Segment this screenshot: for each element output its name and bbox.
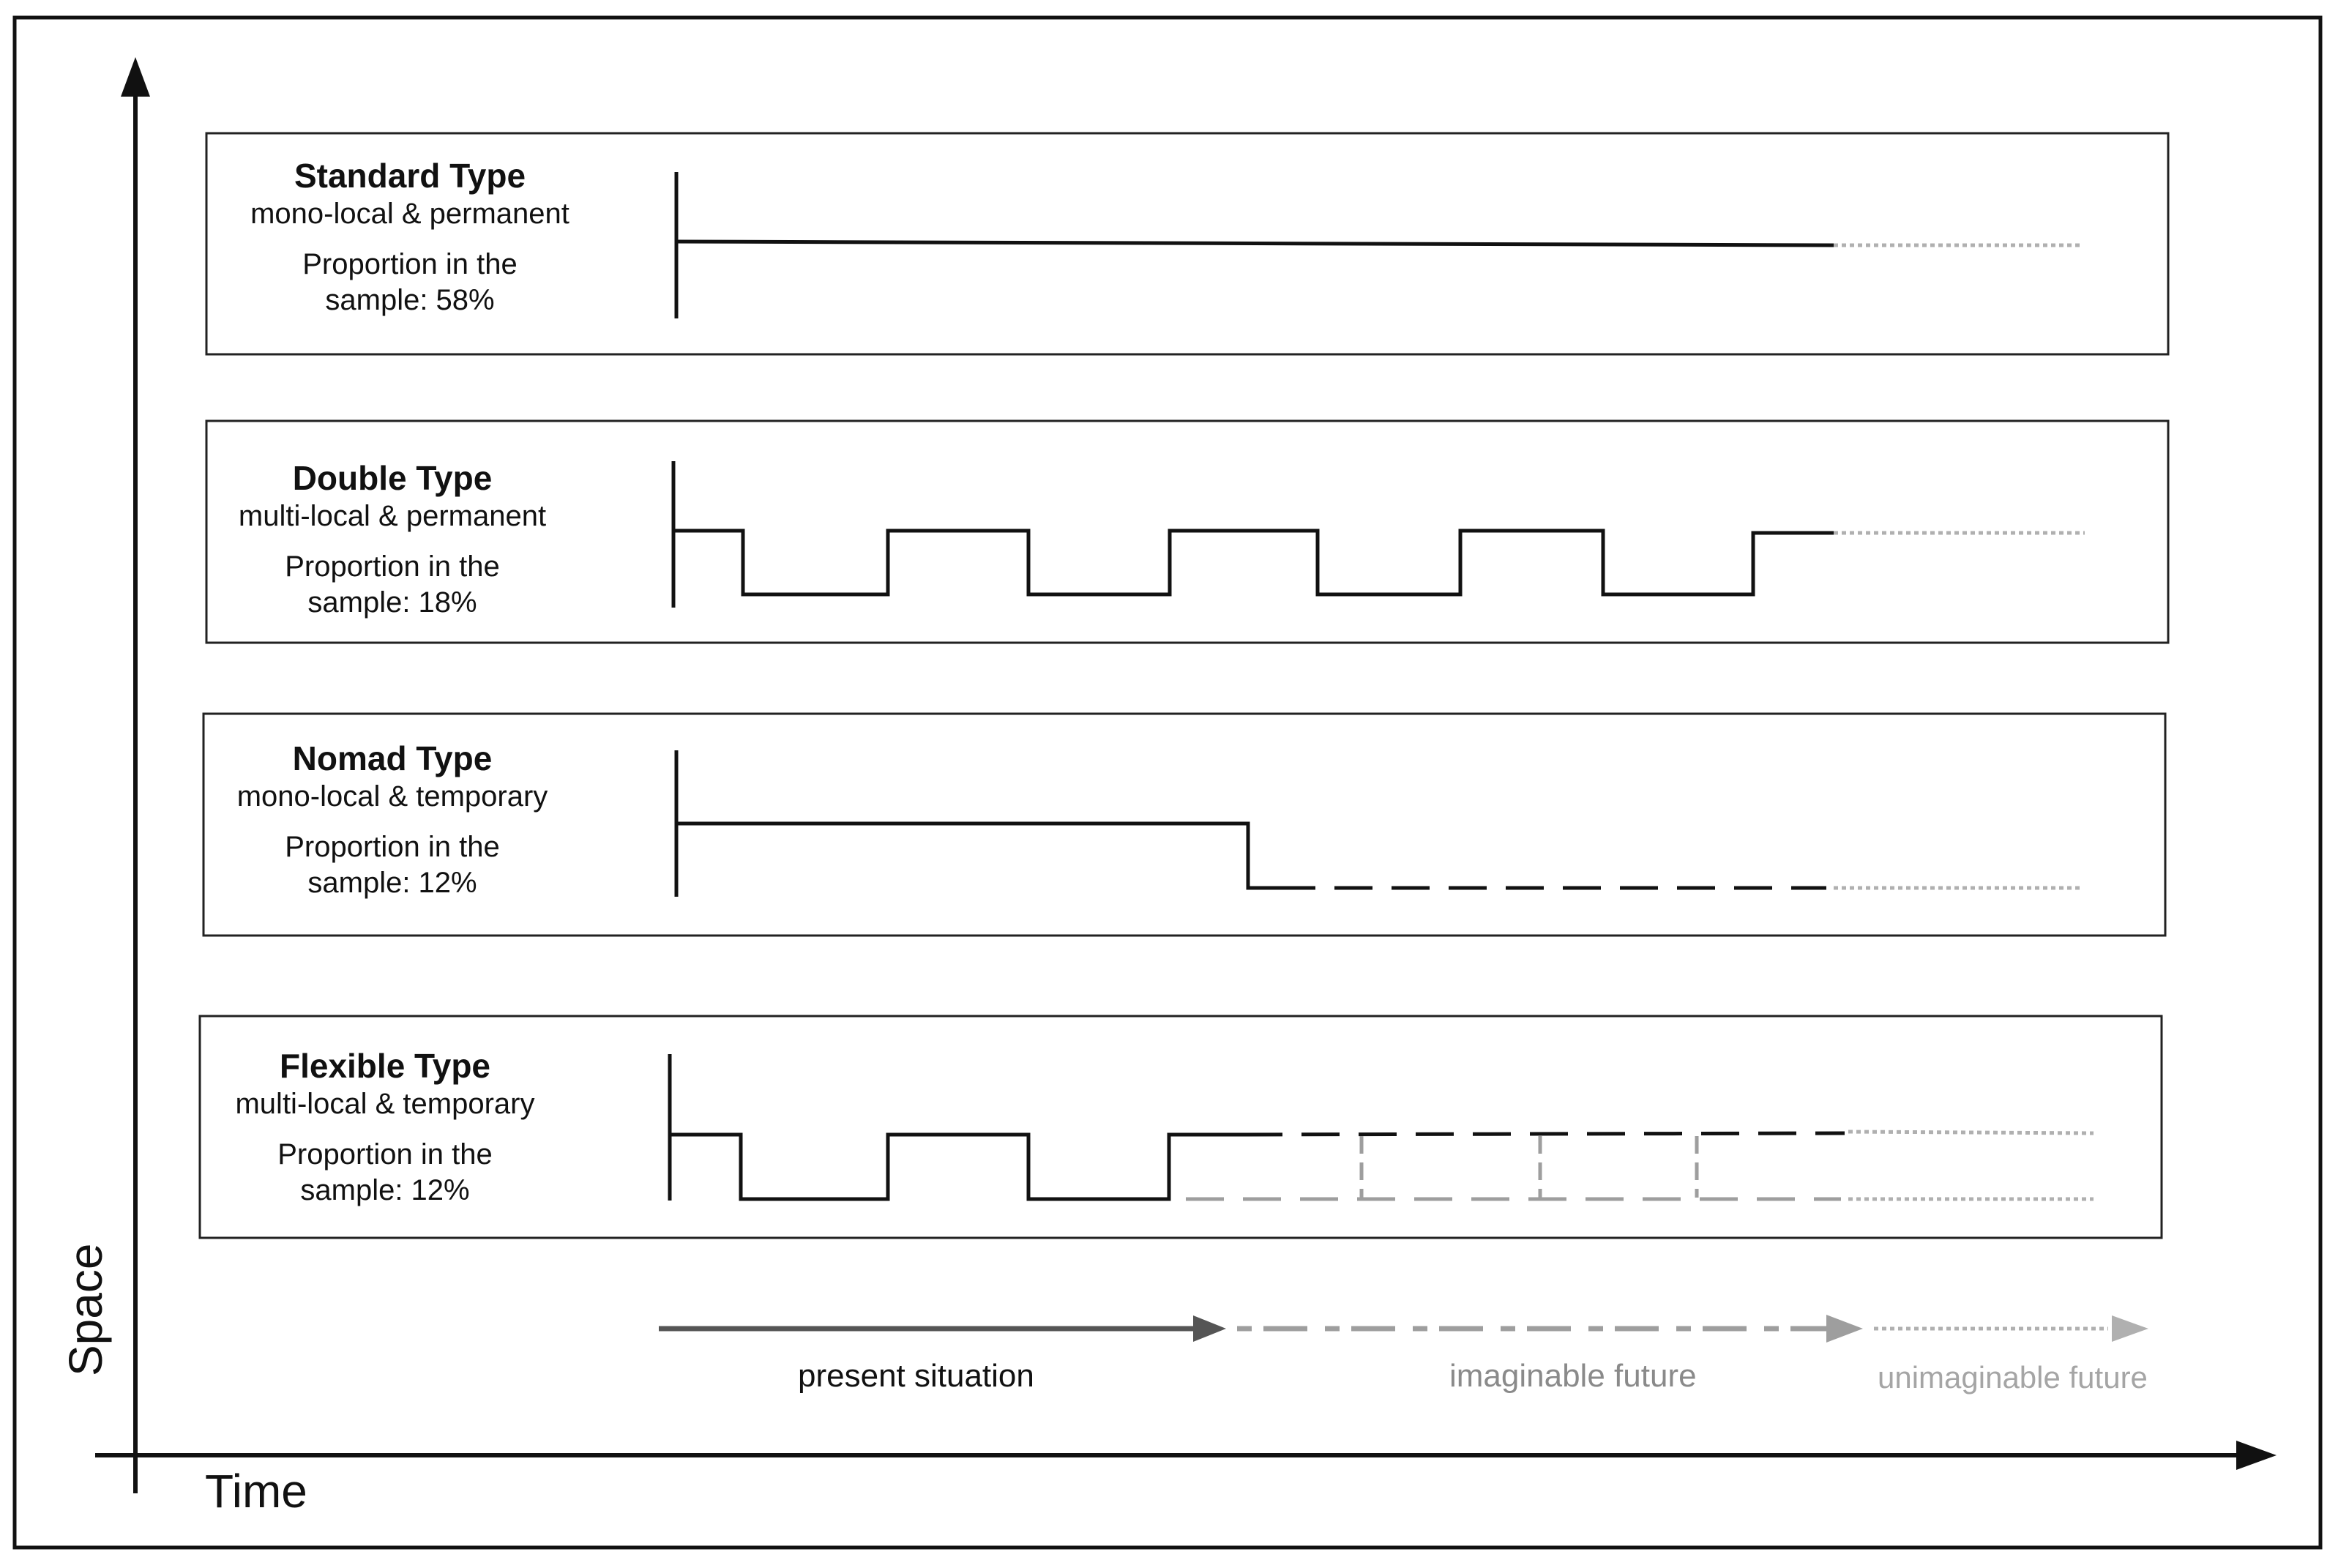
flexible-type-trajectory xyxy=(670,1054,2094,1201)
label-double-type xyxy=(180,458,605,621)
type-subtitle: multi-local & temporary xyxy=(235,1088,535,1121)
type-proportion: Proportion in the sample: 12% xyxy=(277,1138,493,1206)
double-type-trajectory xyxy=(673,461,2085,608)
type-name: Standard Type xyxy=(294,157,526,195)
legend-unimaginable-label: unimaginable future xyxy=(1878,1360,2148,1395)
type-subtitle: multi-local & permanent xyxy=(238,500,547,533)
type-proportion: Proportion in the sample: 18% xyxy=(285,550,500,619)
legend-present-arrow xyxy=(659,1315,1226,1342)
type-subtitle: mono-local & permanent xyxy=(250,198,569,231)
type-proportion: Proportion in the sample: 58% xyxy=(302,247,518,316)
space-axis-arrowhead xyxy=(121,57,150,97)
legend-imaginable-label: imaginable future xyxy=(1449,1358,1697,1394)
legend-unimaginable-arrow xyxy=(1874,1315,2148,1342)
type-name: Nomad Type xyxy=(292,739,493,777)
nomad-type-trajectory xyxy=(676,750,2083,897)
time-axis-arrowhead xyxy=(2236,1441,2277,1470)
type-subtitle: mono-local & temporary xyxy=(236,780,548,813)
standard-type-trajectory xyxy=(676,172,2083,318)
y-axis-label: Space xyxy=(59,1243,112,1376)
label-nomad-type xyxy=(180,738,605,901)
label-flexible-type xyxy=(173,1045,597,1209)
x-axis-label: Time xyxy=(205,1465,307,1517)
type-proportion: Proportion in the sample: 12% xyxy=(285,830,500,899)
type-name: Double Type xyxy=(292,459,493,497)
label-standard-type xyxy=(198,155,622,318)
type-name: Flexible Type xyxy=(279,1047,491,1085)
legend-imaginable-arrow xyxy=(1237,1315,1863,1343)
legend-present-label: present situation xyxy=(798,1358,1034,1394)
